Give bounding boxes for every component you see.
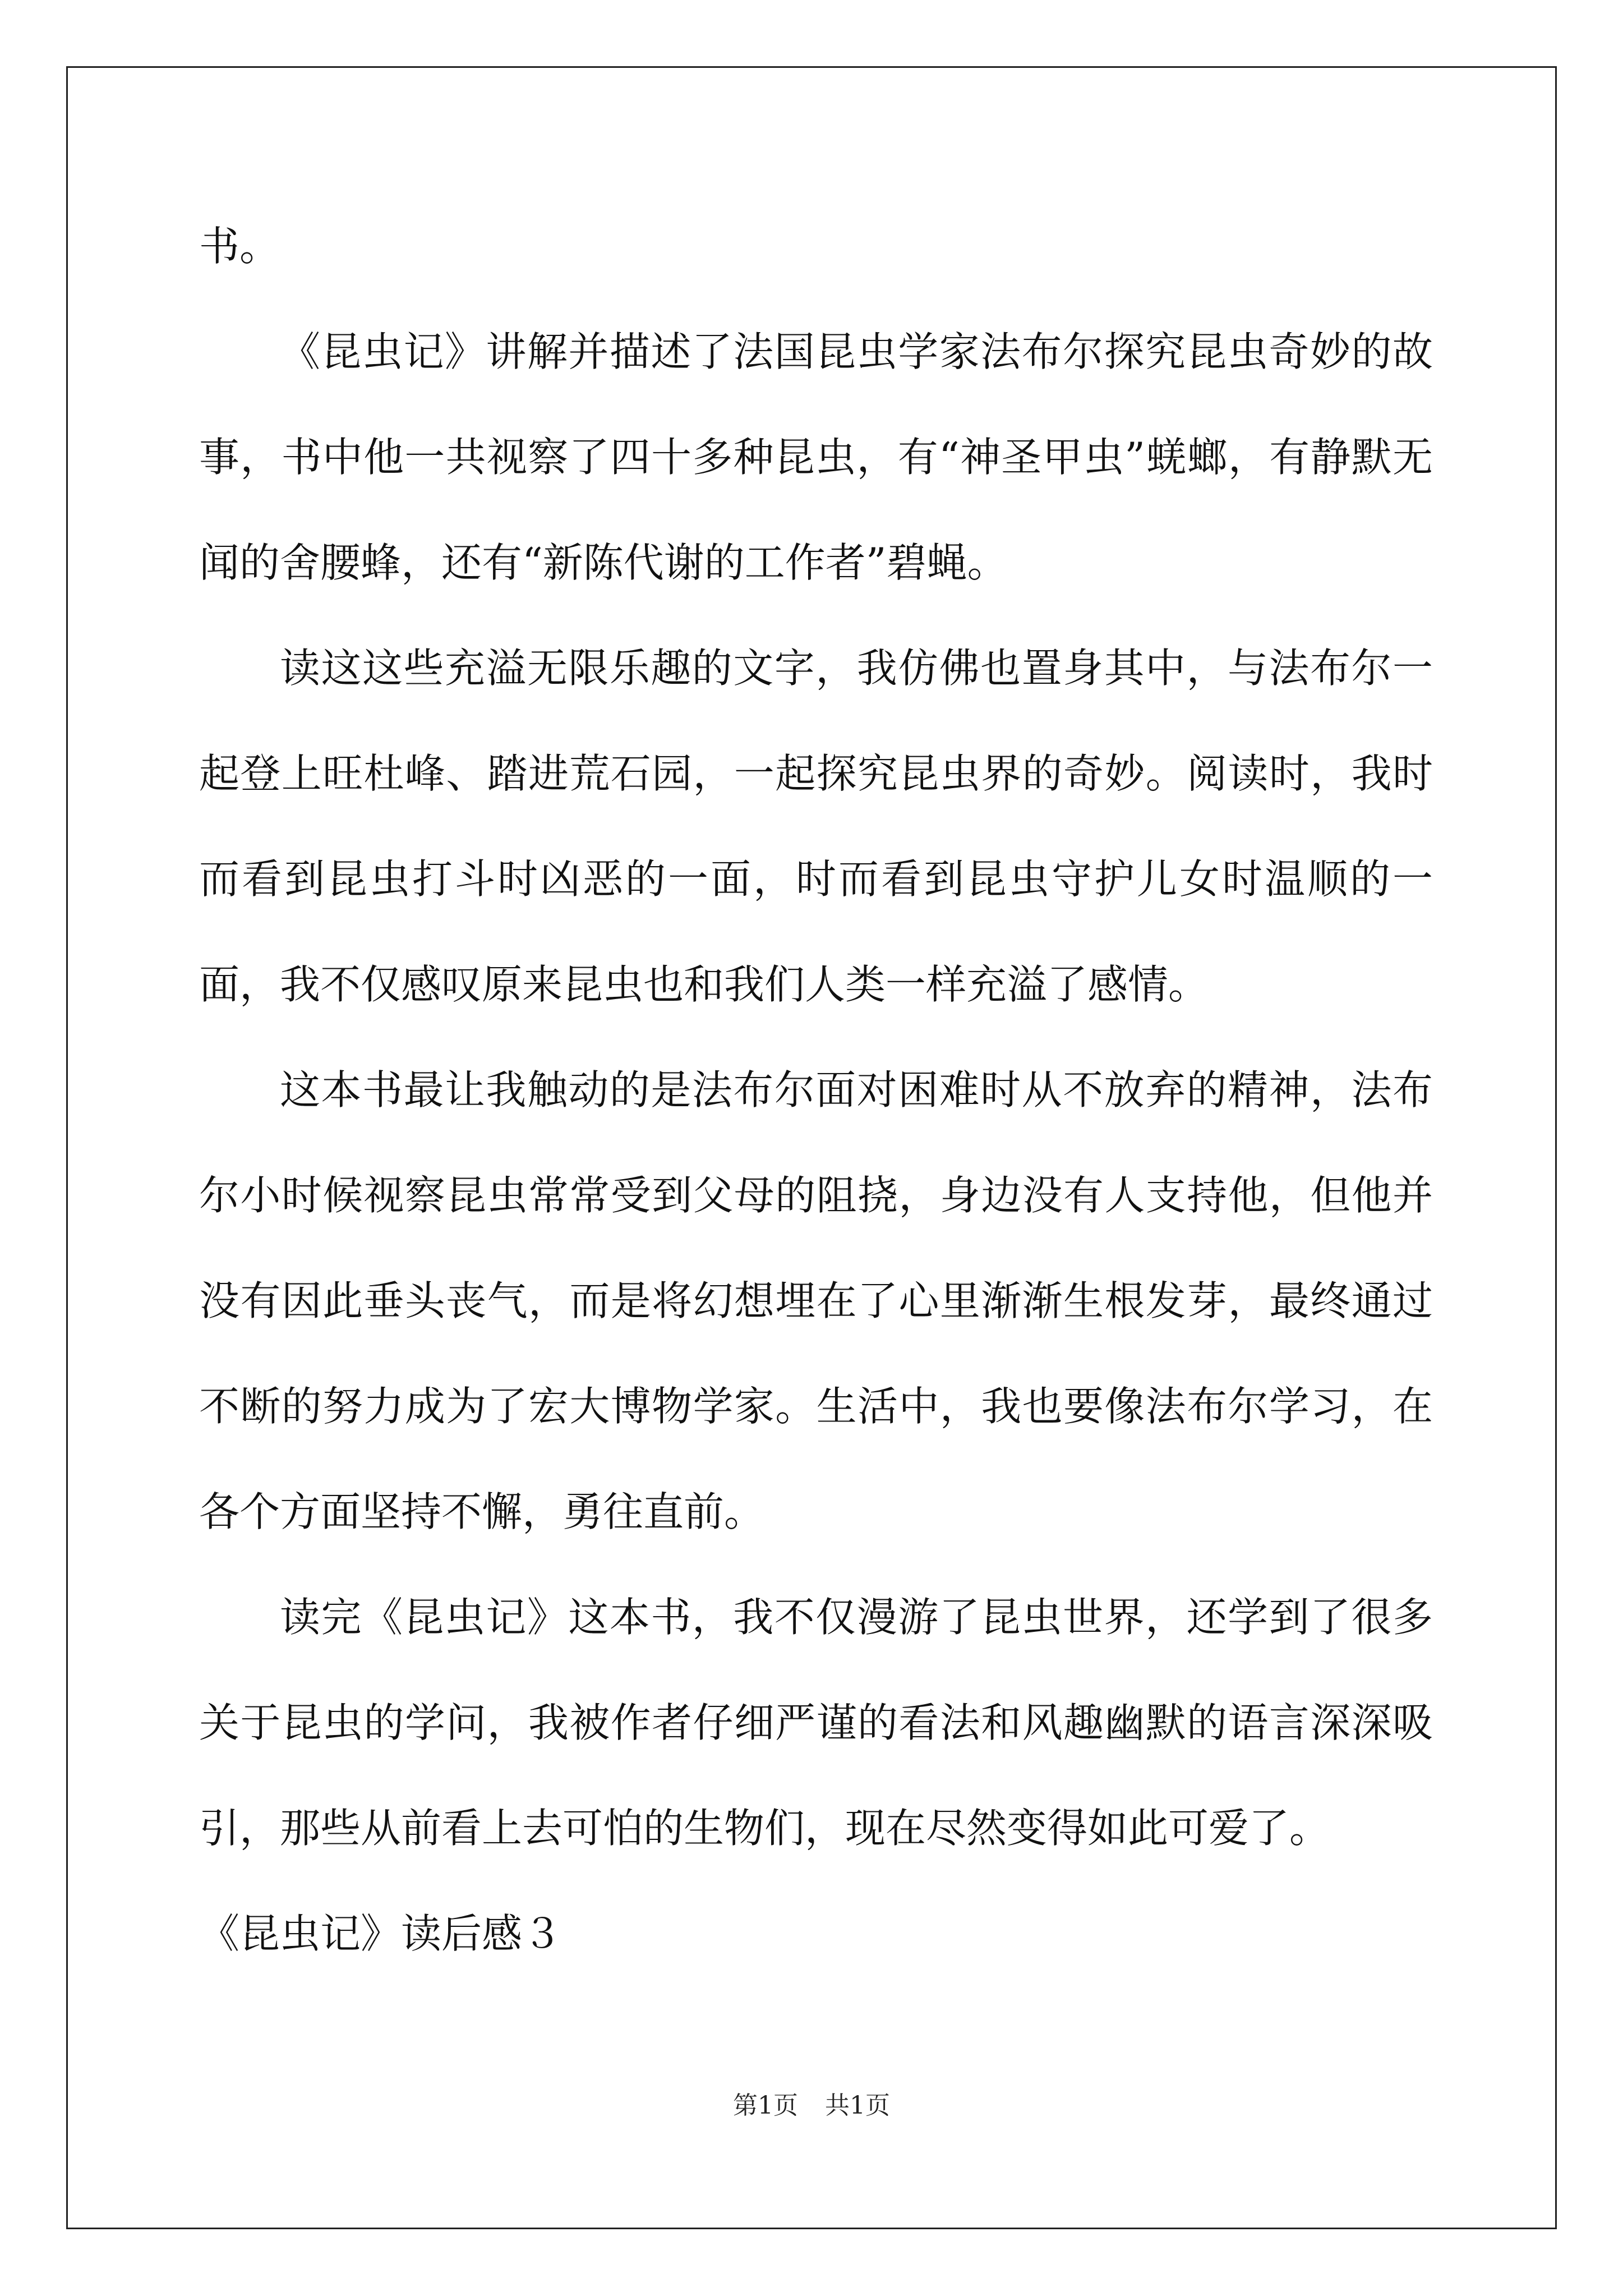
paragraph-fabre-spirit: 这本书最让我触动的是法布尔面对困难时从不放弃的精神，法布尔小时候视察昆虫常常受到父母的阻挠，身边没有人支持他，但他并没有因此垂头丧气，而是将幻想埋在了心里渐渐生根发芽，最终通过不断的努力成为了宏大博物学家。生活中，我也要像法布尔学习，在各个方面坚持不懈，勇往直前。 [199, 1066, 1433, 1535]
paragraph-conclusion: 读完《昆虫记》这本书，我不仅漫游了昆虫世界，还学到了很多关于昆虫的学问，我被作者仔细严谨的看法和风趣幽默的语言深深吸引，那些从前看上去可怕的生物们，现在尽然变得如此可爱了。 [199, 1594, 1433, 1852]
page-footer [0, 2089, 1623, 2123]
paragraph-continuation: 书。 [199, 223, 280, 270]
document-body [199, 194, 1433, 1986]
page-number: 第1页 [733, 2091, 798, 2120]
page-total: 共1页 [825, 2091, 890, 2120]
paragraph-reading-experience: 读这这些充溢无限乐趣的文字，我仿佛也置身其中，与法布尔一起登上旺杜峰、踏进荒石园，一起探究昆虫界的奇妙。阅读时，我时而看到昆虫打斗时凶恶的一面，时而看到昆虫守护儿女时温顺的一面，我不仅感叹原来昆虫也和我们人类一样充溢了感情。 [199, 645, 1433, 1008]
paragraph-intro: 《昆虫记》讲解并描述了法国昆虫学家法布尔探究昆虫奇妙的故事，书中他一共视察了四十多种昆虫，有“神圣甲虫”蜣螂，有静默无闻的舍腰蜂，还有“新陈代谢的工作者”碧蝇。 [199, 328, 1433, 586]
section-heading: 《昆虫记》读后感３ [199, 1910, 563, 1957]
